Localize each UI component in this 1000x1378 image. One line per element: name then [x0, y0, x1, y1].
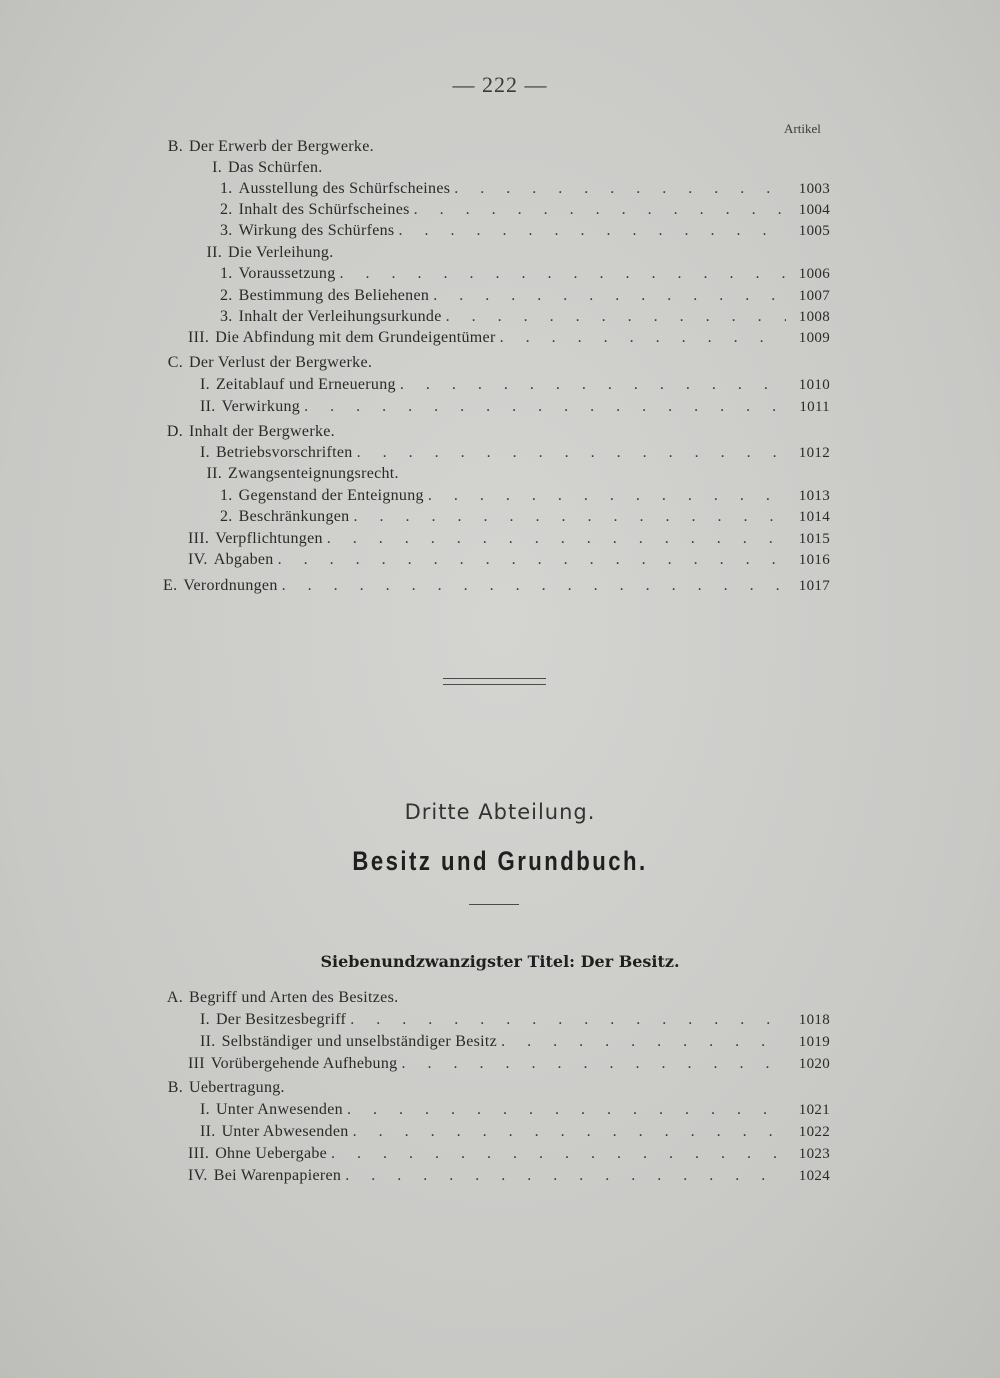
toc-entry-article-number: 1015 [798, 531, 830, 547]
toc-entry-label: Vorübergehende Aufhebung [210, 1055, 398, 1072]
toc-entry-number: III [188, 1055, 205, 1072]
toc-entry [220, 199, 830, 221]
toc-entry-label: Der Erwerb der Bergwerke. [189, 138, 374, 155]
toc-entry [200, 242, 830, 264]
dot-leader [340, 263, 786, 285]
toc-entry-number: II. [206, 465, 222, 482]
toc-entry [163, 575, 830, 597]
toc-entry-label: Inhalt der Bergwerke. [189, 423, 335, 440]
toc-entry-article-number: 1016 [798, 552, 830, 568]
toc-entry [188, 1053, 830, 1075]
toc-entry-label: Betriebsvorschriften [215, 444, 353, 461]
dot-leader [304, 396, 786, 418]
division-title: Dritte Abteilung. [404, 800, 596, 824]
toc-entry-article-number: 1011 [799, 399, 830, 415]
toc-entry [163, 1077, 830, 1099]
toc-entry [220, 485, 830, 507]
toc-entry-label: Voraussetzung [238, 265, 336, 282]
toc-entry-number: C. [167, 354, 183, 371]
toc-entry [188, 1143, 830, 1165]
toc-entry-article-number: 1023 [798, 1146, 830, 1162]
toc-entry-number: I. [200, 444, 210, 461]
toc-entry-label: Verordnungen [183, 577, 278, 594]
toc-entry-number: IV. [188, 551, 208, 568]
toc-entry-number: B. [167, 1079, 183, 1096]
dot-leader [278, 549, 786, 571]
dot-leader [347, 1099, 786, 1121]
toc-entry [163, 352, 830, 374]
toc-entry-label: Beschränkungen [238, 508, 350, 525]
toc-entry-article-number: 1009 [798, 330, 830, 346]
toc-entry-number: B. [167, 138, 183, 155]
toc-entry [200, 442, 830, 464]
dot-leader [357, 442, 786, 464]
toc-entry-article-number: 1012 [798, 445, 830, 461]
toc-entry-number: II. [200, 398, 216, 415]
toc-entry-article-number: 1010 [798, 377, 830, 393]
toc-entry-article-number: 1013 [798, 488, 830, 504]
dot-leader [500, 327, 786, 349]
toc-entry-number: 1. [220, 487, 233, 504]
toc-entry-article-number: 1004 [798, 202, 830, 218]
toc-entry-number: I. [200, 1101, 210, 1118]
dot-leader [454, 178, 786, 200]
toc-entry-label: Unter Abwesenden [221, 1123, 349, 1140]
toc-entry-number: E. [163, 577, 178, 594]
toc-entry-article-number: 1018 [798, 1012, 830, 1028]
toc-entry-article-number: 1020 [798, 1056, 830, 1072]
toc-entry-label: Bestimmung des Beliehenen [238, 287, 430, 304]
toc-entry-label: Inhalt des Schürfscheines [238, 201, 410, 218]
toc-entry-label: Bei Warenpapieren [213, 1167, 342, 1184]
toc-entry [200, 1099, 830, 1121]
double-rule-divider [443, 678, 546, 685]
dot-leader [400, 374, 786, 396]
dot-leader [401, 1053, 786, 1075]
toc-entry-label: Das Schürfen. [228, 159, 323, 176]
toc-entry-label: Unter Anwesenden [215, 1101, 343, 1118]
toc-entry-label: Die Abfindung mit dem Grundeigentümer [215, 329, 496, 346]
toc-entry-number: II. [206, 244, 222, 261]
toc-entry-number: IV. [188, 1167, 208, 1184]
toc-entry [220, 285, 830, 307]
toc-entry-label: Ohne Uebergabe [215, 1145, 328, 1162]
toc-entry-label: Zeitablauf und Erneuerung [215, 376, 396, 393]
dot-leader [331, 1143, 786, 1165]
toc-entry-label: Wirkung des Schürfens [238, 222, 395, 239]
toc-entry [200, 1121, 830, 1143]
toc-entry [200, 463, 830, 485]
toc-entry [163, 421, 830, 443]
dot-leader [501, 1031, 786, 1053]
dot-leader [350, 1009, 786, 1031]
dot-leader [433, 285, 786, 307]
toc-entry-label: Inhalt der Verleihungsurkunde [238, 308, 442, 325]
toc-entry-number: 3. [220, 222, 233, 239]
toc-entry [188, 528, 830, 550]
toc-entry [220, 306, 830, 328]
toc-entry-label: Verwirkung [221, 398, 301, 415]
single-rule-divider [469, 904, 519, 905]
toc-entry-article-number: 1006 [798, 266, 830, 282]
toc-entry-article-number: 1007 [798, 288, 830, 304]
toc-entry-number: 2. [220, 508, 233, 525]
toc-entry [220, 220, 830, 242]
dot-leader [353, 506, 786, 528]
toc-entry-article-number: 1019 [798, 1034, 830, 1050]
toc-entry-article-number: 1024 [798, 1168, 830, 1184]
section-title: Besitz und Grundbuch. [352, 846, 648, 876]
toc-entry-number: I. [212, 159, 222, 176]
toc-entry-number: III. [188, 329, 210, 346]
toc-entry-number: 3. [220, 308, 233, 325]
toc-entry-label: Abgaben [213, 551, 274, 568]
dot-leader [398, 220, 786, 242]
toc-entry-number: A. [166, 989, 183, 1006]
toc-entry [163, 987, 830, 1009]
toc-entry-label: Gegenstand der Enteignung [238, 487, 424, 504]
toc-entry-article-number: 1005 [798, 223, 830, 239]
toc-entry-article-number: 1021 [798, 1102, 830, 1118]
toc-entry-label: Uebertragung. [189, 1079, 285, 1096]
toc-entry [200, 1009, 830, 1031]
toc-entry-article-number: 1003 [798, 181, 830, 197]
dot-leader [353, 1121, 786, 1143]
toc-entry [220, 506, 830, 528]
toc-entry-number: 1. [220, 180, 233, 197]
dot-leader [414, 199, 786, 221]
toc-entry [188, 327, 830, 349]
toc-entry [200, 157, 830, 179]
toc-entry-number: I. [200, 376, 210, 393]
toc-entry [165, 136, 830, 158]
dot-leader [345, 1165, 786, 1187]
toc-entry-number: I. [200, 1011, 210, 1028]
toc-entry-number: 1. [220, 265, 233, 282]
toc-entry-number: 2. [220, 287, 233, 304]
toc-entry-article-number: 1022 [798, 1124, 830, 1140]
toc-entry-label: Die Verleihung. [228, 244, 334, 261]
toc-entry [188, 1165, 830, 1187]
toc-entry [200, 1031, 830, 1053]
toc-entry [188, 549, 830, 571]
dot-leader [446, 306, 786, 328]
toc-entry-label: Der Besitzesbegriff [215, 1011, 347, 1028]
toc-entry-number: II. [200, 1033, 216, 1050]
toc-entry [220, 178, 830, 200]
toc-entry-article-number: 1014 [798, 509, 830, 525]
dot-leader [428, 485, 786, 507]
toc-entry [200, 374, 830, 396]
toc-entry-label: Zwangsenteignungsrecht. [228, 465, 399, 482]
artikel-column-label: Artikel [784, 121, 821, 136]
toc-entry-number: 2. [220, 201, 233, 218]
page-number: — 222 — [452, 72, 548, 97]
toc-entry-label: Selbständiger und unselbständiger Besitz [221, 1033, 498, 1050]
title-heading: Siebenundzwanzigster Titel: Der Besitz. [320, 952, 680, 971]
toc-entry-number: III. [188, 530, 210, 547]
toc-entry-label: Der Verlust der Bergwerke. [189, 354, 373, 371]
toc-entry-label: Verpflichtungen [215, 530, 323, 547]
dot-leader [327, 528, 786, 550]
dot-leader [282, 575, 786, 597]
toc-entry-label: Begriff und Arten des Besitzes. [189, 989, 399, 1006]
toc-entry-article-number: 1017 [798, 578, 830, 594]
toc-entry-number: III. [188, 1145, 210, 1162]
toc-entry [200, 396, 830, 418]
toc-entry-article-number: 1008 [798, 309, 830, 325]
toc-entry-number: D. [166, 423, 183, 440]
toc-entry [220, 263, 830, 285]
toc-entry-label: Ausstellung des Schürfscheines [238, 180, 451, 197]
toc-entry-number: II. [200, 1123, 216, 1140]
